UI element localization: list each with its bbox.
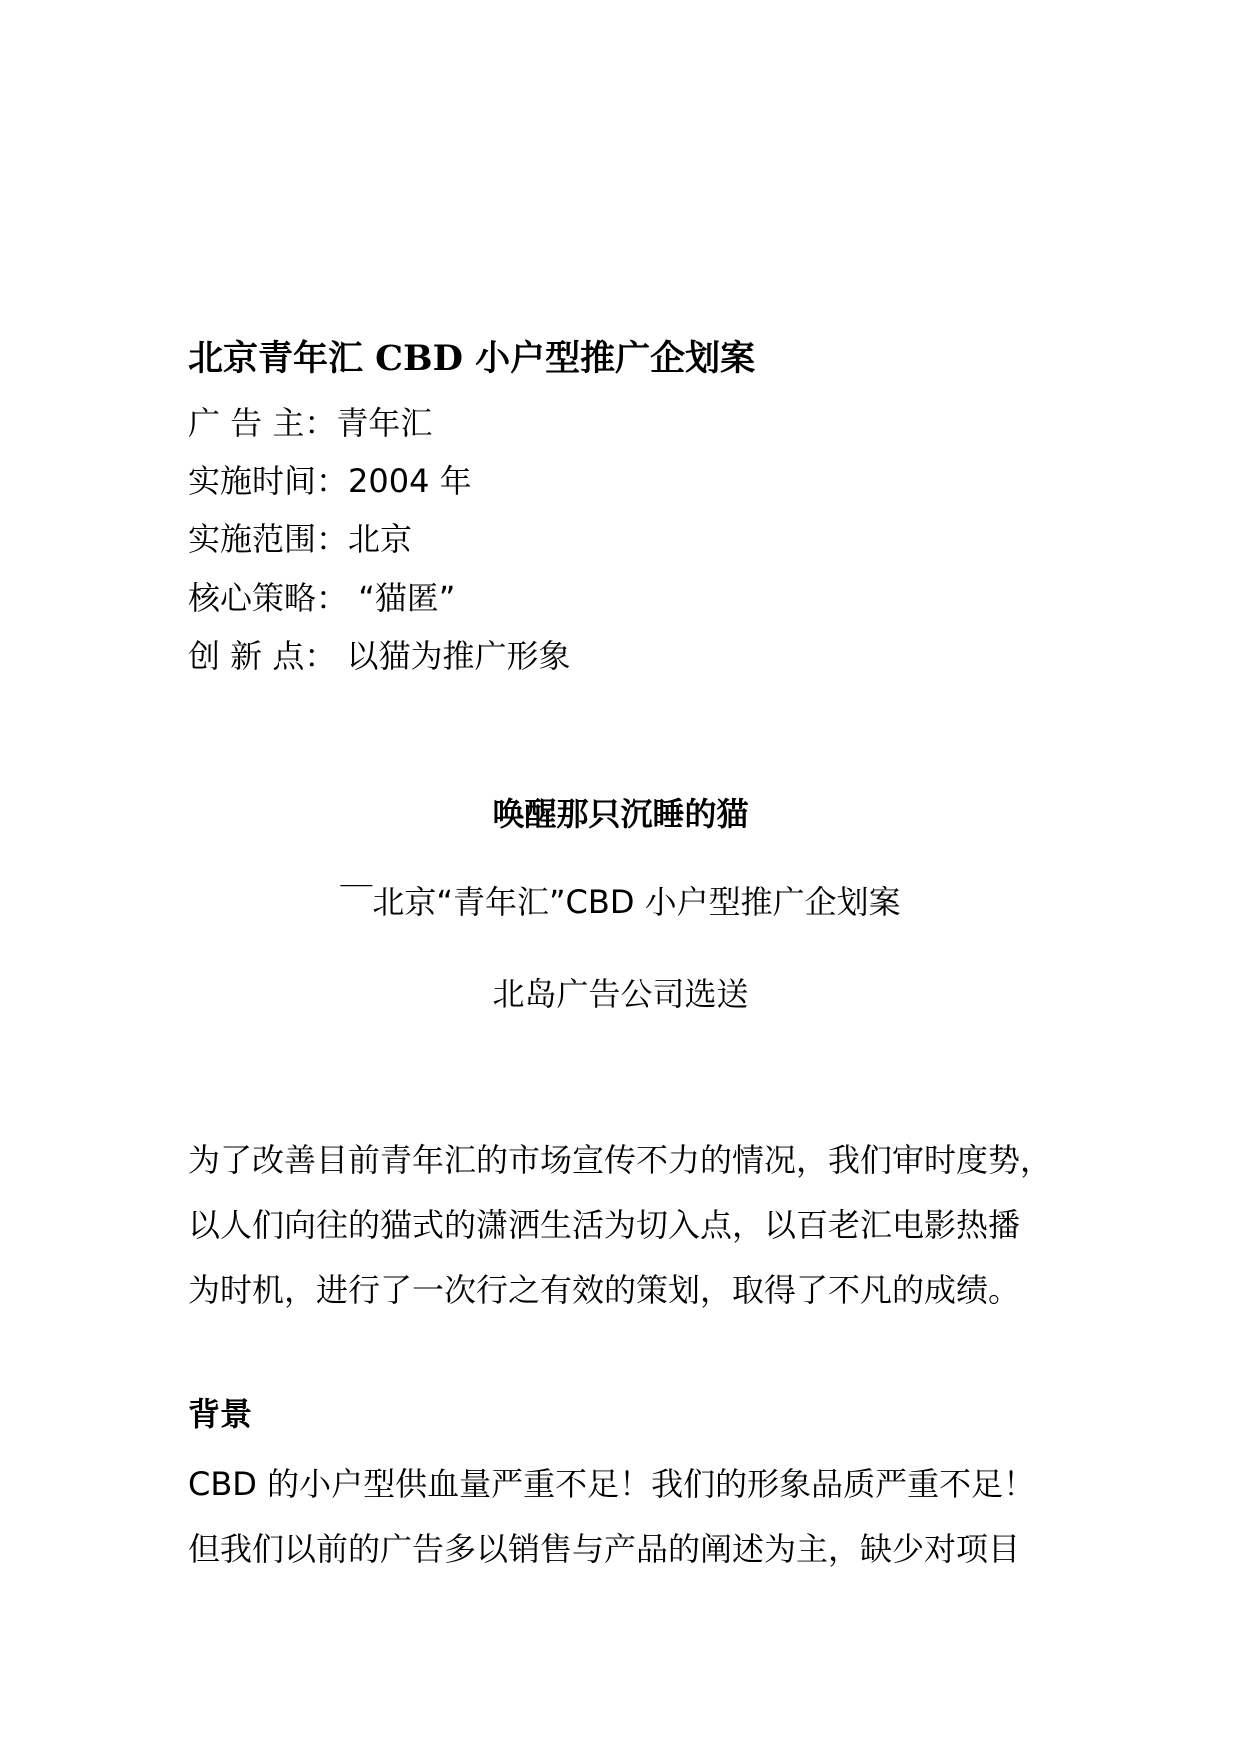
meta-value: “猫匿” <box>348 579 456 617</box>
meta-line-innovation <box>188 634 571 678</box>
paragraph-line: 为时机，进行了一次行之有效的策划，取得了不凡的成绩。 <box>188 1271 1021 1309</box>
document-title: 北京青年汇 CBD 小户型推广企划案 <box>188 338 756 379</box>
meta-line-strategy <box>188 576 455 620</box>
paragraph-line: 但我们以前的广告多以销售与产品的阐述为主，缺少对项目 <box>188 1530 1021 1568</box>
agency-credit: 北岛广告公司选送 <box>492 975 749 1013</box>
meta-label: 实施时间： <box>188 462 349 500</box>
paragraph-line: 以人们向往的猫式的潇洒生活为切入点，以百老汇电影热播 <box>188 1206 1021 1244</box>
meta-line-period <box>188 459 472 503</box>
paragraph-line: 为了改善目前青年汇的市场宣传不力的情况，我们审时度势， <box>188 1141 1053 1179</box>
meta-label: 创 新 点： <box>188 637 337 675</box>
headline: 唤醒那只沉睡的猫 <box>492 795 749 833</box>
meta-value: 以猫为推广形象 <box>336 637 571 675</box>
meta-label: 实施范围： <box>188 520 349 558</box>
paragraph-line: CBD 的小户型供血量严重不足！我们的形象品质严重不足！ <box>188 1465 1036 1503</box>
meta-value: 青年汇 <box>336 404 433 442</box>
meta-line-advertiser <box>188 401 432 445</box>
meta-label: 核心策略： <box>188 579 349 617</box>
meta-line-scope <box>188 517 412 561</box>
subtitle: ￣北京“青年汇”CBD 小户型推广企划案 <box>340 883 901 921</box>
meta-value: 北京 <box>348 520 413 558</box>
meta-value: 2004 年 <box>348 462 472 500</box>
section-heading-background: 背景 <box>188 1395 253 1433</box>
background-paragraph <box>188 1452 1088 1582</box>
meta-label: 广 告 主： <box>188 404 337 442</box>
intro-paragraph <box>188 1128 1088 1323</box>
